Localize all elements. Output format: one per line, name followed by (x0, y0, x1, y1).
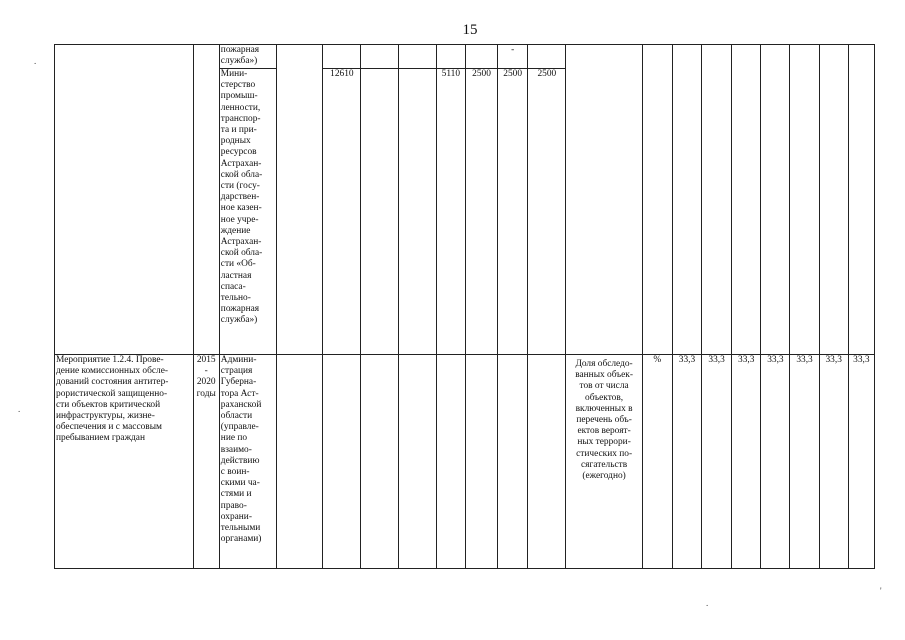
value-cell: 33,3 (732, 355, 761, 569)
year-cell (398, 45, 436, 69)
source-cell (277, 355, 323, 569)
year-cell (398, 69, 436, 355)
indicator-cell (566, 45, 642, 355)
value-cell (790, 45, 819, 355)
indicator-cell: Доля обследо- ванных объек- тов от числа объектов, включенных в перечень объ- ектов вероят- ных террори- стических по- сягательств (ежегодно) (566, 355, 642, 569)
unit-cell (642, 45, 672, 355)
scan-speck: . (18, 404, 21, 414)
year-cell (436, 355, 465, 569)
unit-cell: % (642, 355, 672, 569)
year-cell (528, 355, 566, 569)
value-cell (819, 45, 848, 355)
period-cell: 2015 - 2020 годы (193, 355, 219, 569)
table-row (55, 355, 875, 569)
scan-speck: . (706, 598, 709, 608)
year-cell: - (498, 45, 528, 69)
page-number: 15 (462, 22, 478, 38)
scan-speck: . (34, 56, 37, 66)
year-cell (436, 45, 465, 69)
year-cell (465, 45, 497, 69)
year-cell: 2500 (528, 69, 566, 355)
period-cell (193, 45, 219, 355)
year-cell (465, 355, 497, 569)
value-cell (702, 45, 732, 355)
value-cell: 33,3 (819, 355, 848, 569)
value-cell: 33,3 (672, 355, 701, 569)
source-cell (277, 45, 323, 355)
year-cell: 2500 (465, 69, 497, 355)
year-cell (398, 355, 436, 569)
value-cell: 33,3 (702, 355, 732, 569)
value-cell (672, 45, 701, 355)
executor-cell: пожарная служба») (219, 45, 276, 69)
program-table (54, 44, 875, 569)
value-cell: 33,3 (790, 355, 819, 569)
total-cell: 12610 (323, 69, 361, 355)
value-cell (848, 45, 874, 355)
executor-cell: Мини- стерство промыш- ленности, транспор- та и при- родных ресурсов Астрахан- ской обла- сти (госу- дарствен- ное казен- ное учре- ждение Астрахан- ской обла- сти «Об- ластная спаса- тельно- пожарная служба») (219, 69, 276, 355)
value-cell (732, 45, 761, 355)
year-cell (361, 69, 398, 355)
total-cell (323, 355, 361, 569)
value-cell: 33,3 (848, 355, 874, 569)
year-cell (528, 45, 566, 69)
year-cell (361, 45, 398, 69)
year-cell: 5110 (436, 69, 465, 355)
year-cell (498, 355, 528, 569)
year-cell (361, 355, 398, 569)
measure-cell (55, 45, 194, 355)
year-cell: 2500 (498, 69, 528, 355)
scan-speck: ' (880, 586, 882, 596)
value-cell: 33,3 (761, 355, 790, 569)
measure-cell: Мероприятие 1.2.4. Прове- дение комиссионных обсле- дований состояния антитер- рористической защищенно- сти объектов критической инфраструктуры, жизне- обеспечения и с массовым пребыванием граждан (55, 355, 194, 569)
table-row (55, 45, 875, 69)
value-cell (761, 45, 790, 355)
total-cell (323, 45, 361, 69)
executor-cell: Админи- страция Губерна- тора Аст- раханской области (управле- ние по взаимо- действию с воин- скими ча- стями и право- охрани- тельными органами) (219, 355, 276, 569)
